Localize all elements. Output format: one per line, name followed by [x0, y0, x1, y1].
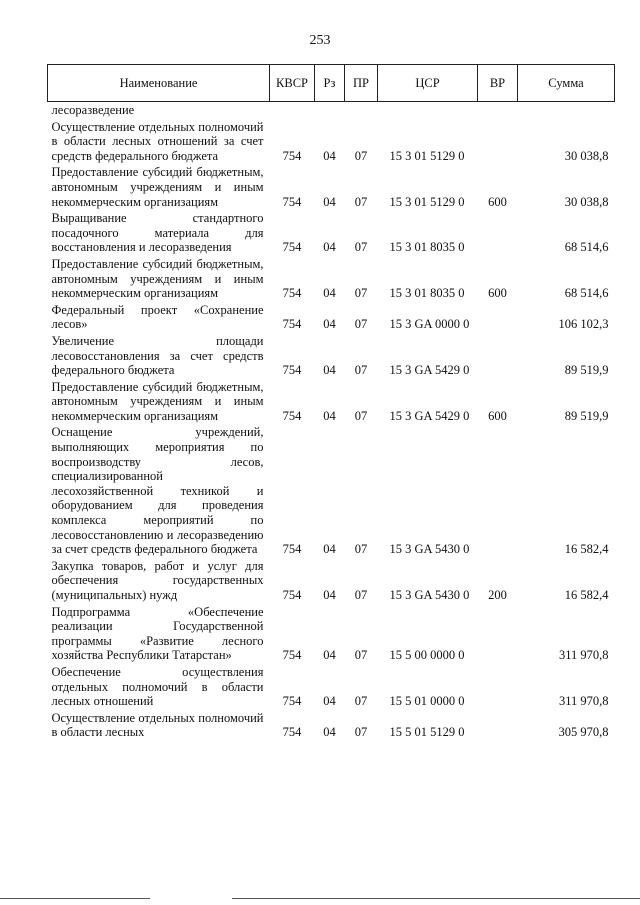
- row-kvsr: 754: [282, 408, 302, 423]
- row-csr: 15 3 01 8035 0: [389, 240, 465, 255]
- row-name: лесоразведение: [51, 103, 135, 117]
- row-vr: 600: [488, 408, 507, 423]
- header-kvsr: КВСР: [270, 65, 315, 102]
- row-name: Федеральный проект «Сохранение лесов»: [51, 302, 264, 332]
- row-vr: [478, 302, 518, 333]
- header-vr: ВР: [478, 65, 518, 102]
- row-name: Осуществление отдельных полномочий в области лесных: [51, 710, 264, 740]
- row-kvsr: 754: [282, 648, 302, 663]
- row-csr: 15 3 GA 5429 0: [389, 408, 470, 423]
- row-kvsr: 754: [282, 725, 302, 740]
- row-name: Предоставление субсидий бюджетным, автономным учреждениям и иным некоммерческим организациям: [51, 165, 264, 209]
- table-row: [48, 210, 615, 256]
- row-name: Предоставление субсидий бюджетным, автономным учреждениям и иным некоммерческим организациям: [51, 256, 264, 301]
- row-sum: 305 970,8: [558, 725, 609, 740]
- row-pr: 07: [354, 542, 368, 557]
- row-vr: [478, 333, 518, 379]
- row-name: Обеспечение осуществления отдельных полномочий в области лесных отношений: [51, 664, 264, 709]
- row-name: Подпрограмма «Обеспечение реализации Государственной программы «Развитие лесного хозяйства Республики Татарстан»: [51, 604, 264, 663]
- row-csr: 15 3 GA 5430 0: [389, 588, 470, 602]
- row-csr: 15 3 01 8035 0: [389, 286, 465, 301]
- row-vr: [478, 119, 518, 165]
- row-name: Оснащение учреждений, выполняющих мероприятия по воспроизводству лесов, специализированной лесохозяйственной техникой и оборудованием для проведения комплекса мероприятий по лесовосстановлению и лесоразведению за счет средств федерального бюджета: [51, 425, 264, 557]
- row-kvsr: 754: [282, 542, 302, 557]
- row-csr: 15 3 GA 5430 0: [389, 542, 470, 557]
- row-pr: 07: [354, 408, 368, 423]
- row-sum: 30 038,8: [564, 148, 609, 163]
- row-rz: [315, 102, 345, 119]
- row-kvsr: 754: [282, 148, 302, 163]
- row-pr: [345, 102, 378, 119]
- header-name: Наименование: [48, 65, 270, 102]
- row-rz: 04: [323, 317, 336, 332]
- row-kvsr: [270, 102, 315, 119]
- page-bottom-rule-left: [0, 898, 150, 899]
- table-row: [48, 604, 615, 664]
- row-pr: 07: [354, 286, 368, 301]
- row-csr: 15 5 01 0000 0: [389, 694, 465, 709]
- row-sum: 106 102,3: [558, 317, 609, 332]
- row-pr: 07: [354, 148, 368, 163]
- table-row: [48, 710, 615, 741]
- row-rz: 04: [323, 648, 336, 663]
- row-pr: 07: [354, 694, 368, 709]
- budget-table: [47, 64, 615, 741]
- row-sum: 311 970,8: [558, 648, 609, 663]
- row-kvsr: 754: [282, 588, 302, 602]
- row-rz: 04: [323, 588, 336, 602]
- row-rz: 04: [323, 725, 336, 740]
- row-kvsr: 754: [282, 240, 302, 255]
- row-pr: 07: [354, 194, 368, 209]
- table-row: [48, 102, 615, 119]
- row-vr: [478, 710, 518, 741]
- row-sum: 68 514,6: [564, 240, 609, 255]
- row-name: Увеличение площади лесовосстановления за счет средств федерального бюджета: [51, 333, 264, 378]
- page-number: 253: [309, 33, 331, 48]
- table-row: [48, 119, 615, 165]
- row-csr: 15 3 GA 0000 0: [389, 317, 470, 332]
- row-rz: 04: [323, 240, 336, 255]
- row-csr: [378, 102, 478, 119]
- row-pr: 07: [354, 588, 368, 602]
- table-row: [48, 302, 615, 333]
- table-row: [48, 164, 615, 210]
- row-pr: 07: [354, 240, 368, 255]
- row-csr: 15 3 01 5129 0: [389, 148, 465, 163]
- row-rz: 04: [323, 148, 336, 163]
- table-row: [48, 424, 615, 557]
- table-row: [48, 664, 615, 710]
- row-pr: 07: [354, 317, 368, 332]
- row-rz: 04: [323, 194, 336, 209]
- row-name: Закупка товаров, работ и услуг для обеспечения государственных (муниципальных) нужд: [51, 558, 264, 602]
- row-sum: [518, 102, 615, 119]
- row-sum: 30 038,8: [564, 194, 609, 209]
- row-sum: 68 514,6: [564, 286, 609, 301]
- row-rz: 04: [323, 694, 336, 709]
- row-kvsr: 754: [282, 363, 302, 378]
- row-name: Предоставление субсидий бюджетным, автономным учреждениям и иным некоммерческим организациям: [51, 379, 264, 423]
- table-row: [48, 256, 615, 302]
- row-rz: 04: [323, 408, 336, 423]
- row-vr: [478, 210, 518, 256]
- row-csr: 15 3 GA 5429 0: [389, 363, 470, 378]
- row-rz: 04: [323, 542, 336, 557]
- table-header: [48, 65, 615, 102]
- row-vr: [478, 664, 518, 710]
- header-rz: Рз: [315, 65, 345, 102]
- row-kvsr: 754: [282, 286, 302, 301]
- row-vr: [478, 102, 518, 119]
- row-rz: 04: [323, 286, 336, 301]
- row-vr: [478, 424, 518, 557]
- header-sum: Сумма: [518, 65, 615, 102]
- row-sum: 311 970,8: [558, 694, 609, 709]
- row-sum: 89 519,9: [564, 363, 609, 378]
- row-kvsr: 754: [282, 194, 302, 209]
- row-pr: 07: [354, 725, 368, 740]
- row-name: Выращивание стандартного посадочного материала для восстановления и лесоразведения: [51, 211, 264, 255]
- row-csr: 15 5 01 5129 0: [389, 725, 465, 740]
- row-csr: 15 5 00 0000 0: [389, 648, 465, 663]
- row-vr: 200: [488, 588, 507, 602]
- table-row: [48, 333, 615, 379]
- row-vr: 600: [488, 194, 507, 209]
- row-csr: 15 3 01 5129 0: [389, 194, 465, 209]
- row-pr: 07: [354, 648, 368, 663]
- table-row: [48, 558, 615, 604]
- row-rz: 04: [323, 363, 336, 378]
- row-kvsr: 754: [282, 694, 302, 709]
- header-csr: ЦСР: [378, 65, 478, 102]
- table-row: [48, 379, 615, 425]
- row-name: Осуществление отдельных полномочий в области лесных отношений за счет средств федерального бюджета: [51, 119, 264, 163]
- row-sum: 89 519,9: [564, 408, 609, 423]
- table-body: [48, 102, 615, 741]
- row-vr: 600: [488, 286, 507, 301]
- row-kvsr: 754: [282, 317, 302, 332]
- page-bottom-rule-right: [232, 898, 640, 899]
- row-sum: 16 582,4: [564, 588, 609, 602]
- row-pr: 07: [354, 363, 368, 378]
- row-vr: [478, 604, 518, 664]
- row-sum: 16 582,4: [564, 542, 609, 557]
- header-pr: ПР: [345, 65, 378, 102]
